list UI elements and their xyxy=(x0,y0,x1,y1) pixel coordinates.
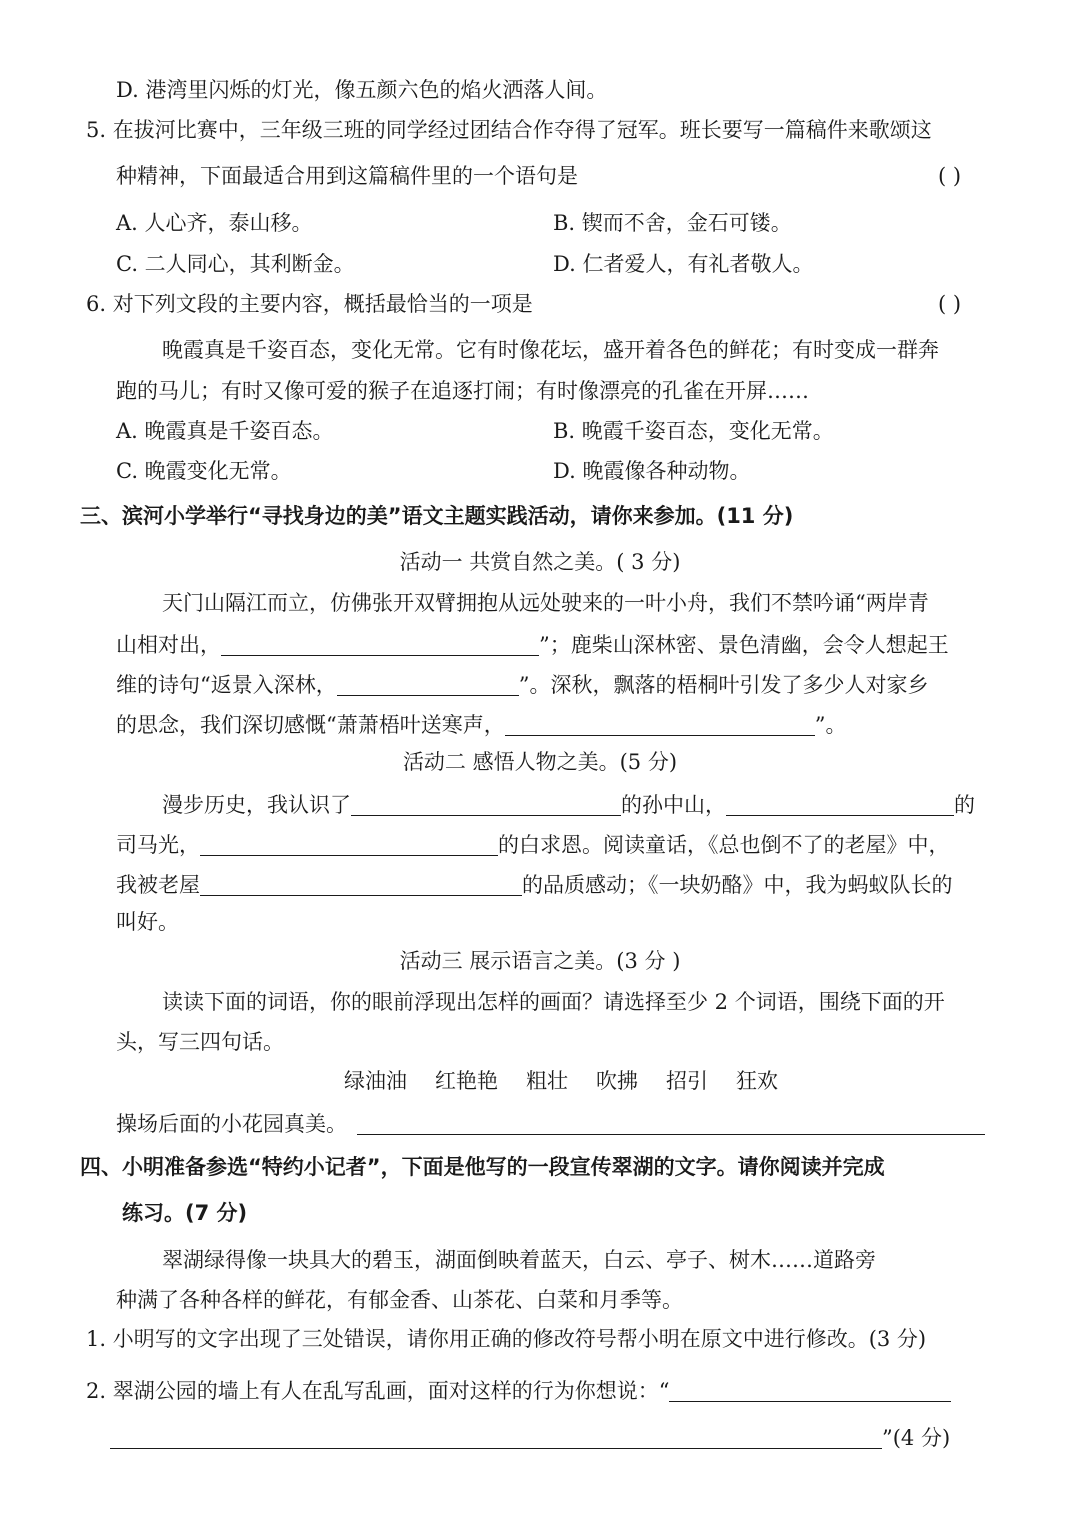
activity2-line3 xyxy=(116,871,953,899)
opinion-blank-1[interactable] xyxy=(669,1379,951,1402)
q5-option-b: B. 锲而不舍，金石可镂。 xyxy=(553,211,792,235)
q5-answer-paren[interactable]: ( ) xyxy=(938,164,962,188)
activity3-title: 活动三 展示语言之美。(3 分 ) xyxy=(399,949,681,973)
q6-passage-line2: 跑的马儿；有时又像可爱的猴子在追逐打闹；有时像漂亮的孔雀在开屏…… xyxy=(116,379,809,403)
activity2-line2-start: 司马光， xyxy=(116,833,200,857)
poem-blank-3[interactable] xyxy=(505,713,815,736)
q5-option-d: D. 仁者爱人，有礼者敬人。 xyxy=(553,252,814,276)
section4-passage-line2: 种满了各种各样的鲜花，有郁金香、山茶花、白菜和月季等。 xyxy=(116,1288,683,1312)
section3-heading: 三、滨河小学举行“寻找身边的美”语文主题实践活动，请你来参加。(11 分) xyxy=(80,504,794,528)
section4-heading-line2: 练习。(7 分) xyxy=(122,1201,248,1225)
q5-line2: 种精神，下面最适合用到这篇稿件里的一个语句是 xyxy=(116,164,578,188)
section4-q2-prompt: 2. 翠湖公园的墙上有人在乱写乱画，面对这样的行为你想说：“ xyxy=(86,1379,670,1403)
word-6: 狂欢 xyxy=(736,1069,778,1093)
activity1-line2-end: ”；鹿柴山深林密、景色清幽，会令人想起王 xyxy=(539,633,949,657)
activity2-line3-start: 我被老屋 xyxy=(116,873,200,897)
section4-passage-line1: 翠湖绿得像一块具大的碧玉，湖面倒映着蓝天，白云、亭子、树木……道路旁 xyxy=(162,1248,876,1272)
word-3: 粗壮 xyxy=(526,1069,568,1093)
activity2-line1-mid: 的孙中山， xyxy=(621,793,726,817)
activity3-line2: 头，写三四句话。 xyxy=(116,1030,284,1054)
activity1-line3-start: 维的诗句“返景入深林， xyxy=(116,673,337,697)
q6-option-d: D. 晚霞像各种动物。 xyxy=(553,459,751,483)
activity1-title: 活动一 共赏自然之美。( 3 分) xyxy=(399,550,681,574)
section4-heading-line1: 四、小明准备参选“特约小记者”，下面是他写的一段宣传翠湖的文字。请你阅读并完成 xyxy=(80,1155,885,1179)
person-blank-2[interactable] xyxy=(726,793,954,816)
person-blank-3[interactable] xyxy=(200,833,498,856)
activity1-line4-start: 的思念，我们深切感慨“萧萧梧叶送寒声， xyxy=(116,713,505,737)
section4-q2-end: ”(4 分) xyxy=(882,1426,951,1450)
activity1-line2 xyxy=(116,631,949,659)
q5-line1: 5. 在拔河比赛中，三年级三班的同学经过团结合作夺得了冠军。班长要写一篇稿件来歌颂这 xyxy=(86,118,932,142)
activity3-start-sentence: 操场后面的小花园真美。 xyxy=(116,1112,347,1136)
activity3-line1: 读读下面的词语，你的眼前浮现出怎样的画面？请选择至少 2 个词语，围绕下面的开 xyxy=(162,990,945,1014)
q6-line1: 6. 对下列文段的主要内容，概括最恰当的一项是 xyxy=(86,292,533,316)
activity2-line1 xyxy=(162,791,975,819)
q6-option-a: A. 晚霞真是千姿百态。 xyxy=(116,419,334,443)
section4-q2-line2 xyxy=(110,1424,950,1452)
activity2-line2 xyxy=(116,831,950,859)
word-4: 吹拂 xyxy=(596,1069,638,1093)
q5-option-c: C. 二人同心，其利断金。 xyxy=(116,252,355,276)
q6-option-c: C. 晚霞变化无常。 xyxy=(116,459,292,483)
activity1-line3-end: ”。深秋，飘落的梧桐叶引发了多少人对家乡 xyxy=(518,673,929,697)
activity3-writing-line xyxy=(116,1110,985,1138)
word-5: 招引 xyxy=(666,1069,708,1093)
word-bank xyxy=(330,1067,792,1095)
writing-blank[interactable] xyxy=(357,1112,985,1135)
q5-option-a: A. 人心齐，泰山移。 xyxy=(116,211,313,235)
section4-q2-line1 xyxy=(86,1377,951,1405)
q4-option-d: D. 港湾里闪烁的灯光，像五颜六色的焰火洒落人间。 xyxy=(116,78,608,102)
q6-answer-paren[interactable]: ( ) xyxy=(938,292,962,316)
activity1-line4 xyxy=(116,711,846,739)
activity2-line1-start: 漫步历史，我认识了 xyxy=(162,793,351,817)
activity1-line4-end: ”。 xyxy=(814,713,847,737)
word-2: 红艳艳 xyxy=(435,1069,498,1093)
poem-blank-2[interactable] xyxy=(337,673,519,696)
opinion-blank-2[interactable] xyxy=(110,1426,882,1449)
section4-q1: 1. 小明写的文字出现了三处错误，请你用正确的修改符号帮小明在原文中进行修改。(3 分) xyxy=(86,1327,927,1351)
activity2-line4: 叫好。 xyxy=(116,910,179,934)
person-blank-1[interactable] xyxy=(351,793,621,816)
activity1-line1: 天门山隔江而立，仿佛张开双臂拥抱从远处驶来的一叶小舟，我们不禁吟诵“两岸青 xyxy=(162,591,929,615)
poem-blank-1[interactable] xyxy=(221,633,539,656)
word-1: 绿油油 xyxy=(344,1069,407,1093)
activity2-line1-end: 的 xyxy=(954,793,975,817)
person-blank-4[interactable] xyxy=(200,873,522,896)
activity1-line2-start: 山相对出， xyxy=(116,633,221,657)
q6-option-b: B. 晚霞千姿百态，变化无常。 xyxy=(553,419,834,443)
activity2-line2-end: 的白求恩。阅读童话，《总也倒不了的老屋》中， xyxy=(498,833,950,857)
activity1-line3 xyxy=(116,671,928,699)
q6-passage-line1: 晚霞真是千姿百态，变化无常。它有时像花坛，盛开着各色的鲜花；有时变成一群奔 xyxy=(162,338,939,362)
activity2-title: 活动二 感悟人物之美。(5 分) xyxy=(402,750,678,774)
activity2-line3-end: 的品质感动；《一块奶酪》中，我为蚂蚁队长的 xyxy=(522,873,953,897)
